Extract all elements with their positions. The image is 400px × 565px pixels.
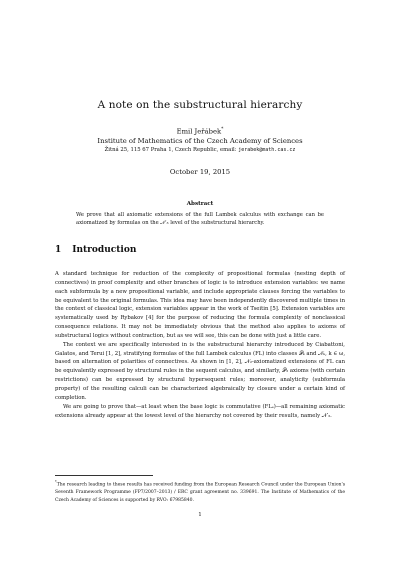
- author-email: jerabek@math.cas.cz: [238, 147, 296, 153]
- paragraph: The context we are specifically interested in is the substructural hierarchy introduced by Ciabattoni, Galatos, and Terui [1, 2], stratifying formulas of the full Lambek calculus (FL) into classes 𝒫ₖ and 𝒩ₖ, k ∈ ω, based on alternation of polarities of connectives. As shown in [1, 2], 𝒩₂-axiomatized extensions of FL can be equivalently expressed by structural rules in the sequent calculus, and similarly, 𝒫₃ axioms (with certain restrictions) can be expressed by structural hypersequent rules; moreover, analyticity (subformula property) of the resulting calculi can be characterized algebraically by closure under a certain kind of completion.: [55, 341, 345, 401]
- author-address: [0, 147, 400, 153]
- paper-title: A note on the substructural hierarchy: [97, 99, 303, 111]
- author-affiliation: Institute of Mathematics of the Czech Academy of Sciences: [97, 137, 303, 145]
- section-heading: [55, 245, 136, 255]
- footnote-mark: *: [55, 480, 57, 484]
- paragraph: We are going to prove that—at least when the base logic is commutative (FLₑ)—all remaining axiomatic extensions already appear at the lowest level of the hierarchy not covered by their results, namely 𝒩′₃.: [55, 403, 345, 419]
- address-text: Žitná 25, 115 67 Praha 1, Czech Republic, email:: [104, 147, 239, 153]
- author-footnote-mark: *: [221, 127, 224, 132]
- paragraph: A standard technique for reduction of the complexity of propositional formulas (nesting depth of connectives) in proof complexity and other branches of logic is to introduce extension variables: we name each subformula by a new propositional variable, and include appropriate clauses forcing the variables to be equivalent to the original formulas. This idea may have been independently discovered multiple times in the context of classical logic, extension variables appear in the work of Tseitin [5]. Extension variables are systematically used by Rybakov [4] for the purpose of reducing the formula complexity of nonclassical consequence relations. It may not be immediately obvious that the method also applies to axioms of substructural logics without contraction, but as we will see, this can be done with just a little care.: [55, 271, 345, 339]
- section-title: Introduction: [72, 245, 137, 255]
- footnote-rule: [55, 475, 153, 476]
- abstract-text: We prove that all axiomatic extensions of the full Lambek calculus with exchange can be axiomatized by formulas on the 𝒩′₃ level of the substructural hierarchy.: [76, 212, 324, 226]
- author-line: [0, 127, 400, 135]
- section-number: 1: [55, 245, 62, 255]
- author-name: Emil Jeřábek: [176, 127, 222, 136]
- footnote: [55, 479, 345, 504]
- body-text: [55, 270, 345, 420]
- page-number: 1: [198, 512, 202, 518]
- abstract-heading: Abstract: [186, 201, 214, 207]
- paper-date: October 19, 2015: [169, 168, 231, 176]
- footnote-text: The research leading to these results has received funding from the European Research Council under the European Union's Seventh Framework Programme (FP7/2007–2013) / ERC grant agreement no. 339691. The Institute of Mathematics of the Czech Academy of Sciences is supported by RVO: 67985840.: [55, 482, 345, 503]
